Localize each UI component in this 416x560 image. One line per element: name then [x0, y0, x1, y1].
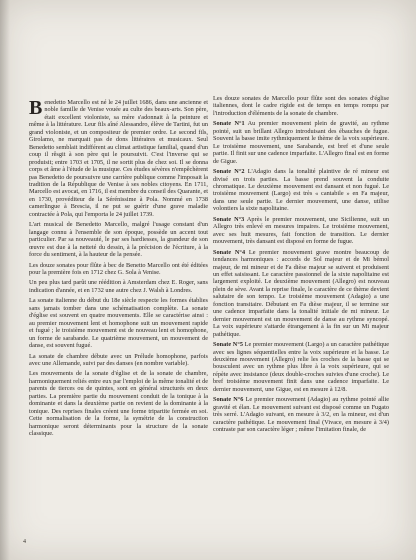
sonata-3: Sonate N°3 Après le premier mouvement, une Sicilienne, suit un Allegro très enlevé en mesures impaires. Le troisième mouvement, avec ses huit mesures, fait fonction de transition. Le dernier mouvement, très dansant est disposé en forme de fugue.: [213, 215, 389, 246]
paragraph-intro: Les douze sonates de Marcello pour flûte sont des sonates d'église italiennes, dont le cadre rigide est de temps en temps rompu par l'introduction d'éléments de la sonate de chambre.: [213, 95, 389, 117]
sonata-4-title: Sonate N°4: [213, 248, 246, 256]
drop-cap: B: [29, 97, 43, 119]
sonata-5-title: Sonate N°5: [213, 341, 243, 349]
sonata-3-title: Sonate N°3: [213, 215, 245, 223]
page-number: 4: [23, 539, 26, 545]
left-column: [29, 99, 208, 440]
page-gutter-shadow: [0, 0, 10, 560]
sonata-1: Sonate N°1 Au premier mouvement plein de gravité, au rythme pointé, suit un brillant Allegro introduisant des ébauches de fugue. Souvent la basse imite rythmiquement le thème de la voix supérieure. Le troisième mouvement, une Sarabande, est bref et d'une seule partie. Il finit sur une cadence imparfaite. L'Allegro final est en forme de Gigue.: [213, 120, 389, 165]
paragraph-first-edition: Les douze sonates pour flûte à bec de Benetto Marcello ont été éditées pour la première fois en 1712 chez G. Sola à Venise.: [29, 261, 208, 276]
sonata-4: Sonate N°4 Le premier mouvement grave montre beaucoup de tendances harmoniques : accords de Sol majeur et de Mi bémol majeur, de mi mineur et de Fa dièse majeur se suivent et produisent un effet saisissant. Le caractère passionnel de la sixte napolitaine est largement exploité. Le deuxième mouvement (Allegro) est nouveau plein de sève. Avant la reprise finale, le caractère de ce thème devient salutaire de son tempo. Le troisième mouvement (Adagio) a une fonction transitaire. Débutant en Fa dièse majeur, il se termine sur une cadence imparfaite dans la tonalité initiale de mi mineur. Le dernier mouvement est un mouvement de danse au rythme syncopé. La voix supérieure s'attarde étrangement à la fin sur un Mi majeur pathétique.: [213, 248, 390, 338]
sonata-2: Sonate N°2 L'Adagio dans la tonalité plaintive de ré mineur est divisé en trois parties. La basse prend souvent la conduite chromatique. Le deuxième mouvement est dansant et non fugué. Le troisième mouvement (Largo) est très « cantabile » en Fa majeur, dans une seule partie. Le dernier mouvement, une danse, utilise volontiers la sixte napolitaine.: [213, 168, 390, 213]
paragraph-chamber-sonata: La sonate de chambre débute avec un Prélude homophone, parfois avec une Allemande, suivi par des danses (en nombre variable).: [29, 352, 208, 367]
paragraph-movements-structure: Les mouvements de la sonate d'église et de la sonate de chambre, harmoniquement reliés entre eux par l'emploi de la même tonalité et de parents de tierces ou de quintes, sont en général structurés en deux parties. La première partie du mouvement conduit de la tonique à la dominante et dans la deuxième partie on revient de la dominante à la tonique. Des reprises finales créent une forme tripartite fermée en soi. Cette normalisation de la forme, la symétrie de la construction harmonique seront déterminants pour la structure de la sonate classique.: [29, 370, 208, 438]
sonata-2-title: Sonate N°2: [213, 168, 245, 176]
sonata-1-title: Sonate N°1: [213, 120, 245, 128]
paragraph-reeditions: Un peu plus tard parût une réédition à Amsterdam chez E. Roger, sans indication d'année, et en 1732 une autre chez J. Walsh à Londres.: [29, 279, 208, 294]
paragraph-church-sonata: La sonate italienne du début du 18e siècle respecte les formes établies sans jamais tomber dans une schématisation complète. La sonate d'église est souvent en quatre mouvements. Elle se caractérise ainsi : au premier mouvement lent et homophone suit un mouvement rapide et fugué ; le troisième mouvement est de nouveau lent et homophone, un forme de sarabande. Le quatrième mouvement, un mouvement de danse, est souvent fugué.: [29, 297, 208, 350]
paragraph-musical-art: L'art musical de Benedetto Marcello, malgré l'usage constant d'un langage connu à l'ensemble de son époque, possède un accent tout particulier. Par sa nouveauté, le par ses hardiesses, la grandeur de son œuvre est due à la netteté du dessin, à la précision de l'écriture, à la force du sentiment, à la hauteur de la pensée.: [29, 221, 208, 259]
sonata-6: Sonate N°6 Le premier mouvement (Adagio) au rythme pointé allie gravité et élan. Le mouvement suivant est disposé comme un Fugato très serré. L'Adagio suivant, en mesure à 3/2, en la mineur, est d'un caractère pathétique. Le mouvement final (Vivace, en mesure à 3/4) contraste par son caractère léger ; même l'imitation finale, de: [213, 396, 389, 434]
right-column: [213, 95, 389, 436]
paragraph-biography: Benedetto Marcello est né le 24 juillet 1686, dans une ancienne et noble famille de Venise vouée au culte des beaux-arts. Son père, était excellent violoniste, sa mère s'adonnait à la peinture et même à la littérature. Leur fils aîné Alessandro, élève de Tartini, fut un grand violoniste, et un compositeur de premier ordre. Le second fils, Girolamo, ne marquait pas de dons littéraires et musicaux. Seul Benedetto semblait indifférent au climat artistique familial, quand d'un coup il rêsgit à son père qui le poursuivit. C'est l'inverse qui se produisit; entre 1703 et 1705, il ne sortit plus de chez soi. Il se donna corps et âme à l'étude de la musique. Ces études sévères n'empêchèrent pas Benedetto de poursuivre une carrière publique comme l'imposait la tradition de la République de Venise à ses nobles citoyens. En 1711, Marcello est avocat, en 1716, il est membre du conseil des Quarante, et en 1730, provéditeur de la Sérénissime à Pola. Nommé en 1738 camerlingue à Brescia, il ne put se guérir d'une grave maladie contractée à Pola, qui l'emporta le 24 juillet 1739.: [29, 97, 208, 218]
sonata-5: Sonate N°5 Le premier mouvement (Largo) a un caractère pathétique avec ses lignes séquentielles entre la voix supérieure et la basse. Le deuxième mouvement (Allegro) relie les croches de la basse qui se bousculent avec un rythme plus libre à la voix supérieure, qui se répète avec insistance (deux double-croches suivies d'une croche). Le bref troisième mouvement finit dans une cadence imparfaite. Le dernier mouvement, une Gigue, est en mesure à 12/8.: [213, 341, 389, 393]
sonata-6-title: Sonate N°6: [213, 396, 244, 404]
